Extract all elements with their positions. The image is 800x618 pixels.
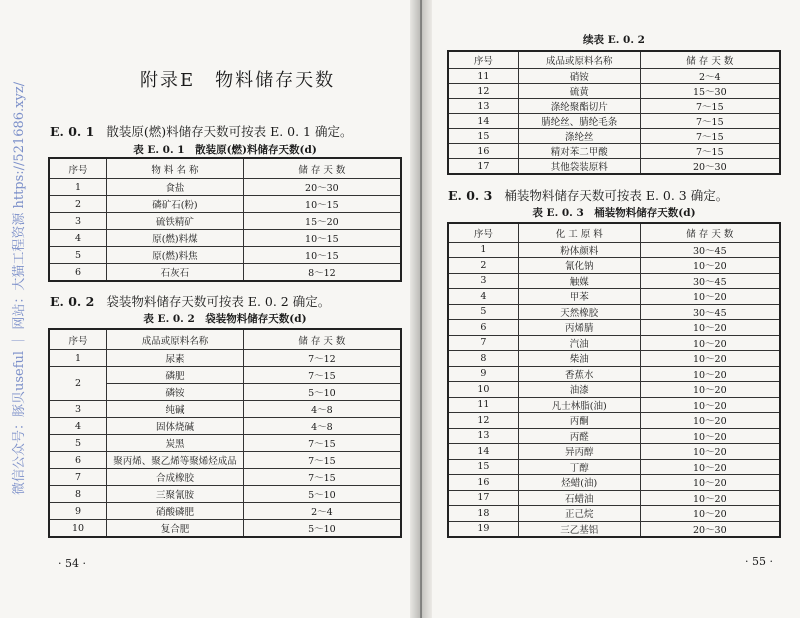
material-name: 食盐 xyxy=(107,179,244,196)
material-name: 硫铁精矿 xyxy=(107,213,244,230)
row-number: 17 xyxy=(448,159,518,175)
material-name: 腈纶丝、腈纶毛条 xyxy=(518,114,640,129)
appendix-title: 附录E 物料储存天数 xyxy=(140,70,336,91)
page-number-right: · 55 · xyxy=(745,555,773,568)
material-name: 聚丙烯、聚乙烯等聚烯烃成品 xyxy=(107,452,244,469)
storage-days: 5～10 xyxy=(243,520,401,538)
storage-days: 10～20 xyxy=(640,475,780,491)
material-name: 涤纶丝 xyxy=(518,129,640,144)
material-name: 炭黑 xyxy=(107,435,244,452)
table-row xyxy=(49,264,401,282)
material-name: 三聚氰胺 xyxy=(107,486,244,503)
table-row xyxy=(49,503,401,520)
table-caption-e03: 表 E. 0. 3 桶装物料储存天数(d) xyxy=(532,207,696,219)
column-header: 序号 xyxy=(448,223,518,242)
storage-days: 10～20 xyxy=(640,490,780,506)
column-header: 储 存 天 数 xyxy=(640,223,780,242)
column-header: 序号 xyxy=(49,329,107,350)
storage-days: 30～45 xyxy=(640,242,780,258)
table-row xyxy=(49,486,401,503)
table-caption-e02-continued: 续表 E. 0. 2 xyxy=(583,34,645,46)
row-number: 2 xyxy=(49,196,107,213)
material-name: 复合肥 xyxy=(107,520,244,538)
table-e03 xyxy=(447,222,781,538)
storage-days: 20～30 xyxy=(640,159,780,175)
row-number: 9 xyxy=(448,366,518,382)
book-gutter xyxy=(410,0,432,618)
row-number: 14 xyxy=(448,444,518,460)
storage-days: 4～8 xyxy=(243,418,401,435)
table-row xyxy=(49,520,401,538)
table-row xyxy=(448,366,780,382)
table-row xyxy=(448,129,780,144)
row-number: 12 xyxy=(448,413,518,429)
row-number: 15 xyxy=(448,129,518,144)
table-row xyxy=(448,397,780,413)
row-number: 19 xyxy=(448,521,518,537)
material-name: 烃蜡(油) xyxy=(518,475,640,491)
column-header: 成品或原料名称 xyxy=(107,329,244,350)
material-name: 正己烷 xyxy=(518,506,640,522)
storage-days: 20～30 xyxy=(640,521,780,537)
row-number: 5 xyxy=(49,435,107,452)
table-caption-e02: 表 E. 0. 2 袋装物料储存天数(d) xyxy=(143,313,307,325)
table-row xyxy=(448,273,780,289)
table-row xyxy=(49,350,401,367)
storage-days: 15～20 xyxy=(243,213,401,230)
row-number: 1 xyxy=(448,242,518,258)
table-row xyxy=(448,144,780,159)
material-name: 天然橡胶 xyxy=(518,304,640,320)
table-row xyxy=(49,435,401,452)
row-number: 12 xyxy=(448,84,518,99)
row-number: 6 xyxy=(448,320,518,336)
table-e01 xyxy=(48,157,402,282)
material-name: 硝酸磷肥 xyxy=(107,503,244,520)
storage-days: 7～15 xyxy=(243,469,401,486)
row-number: 10 xyxy=(448,382,518,398)
material-name: 凡士林脂(油) xyxy=(518,397,640,413)
row-number: 3 xyxy=(448,273,518,289)
row-number: 10 xyxy=(49,520,107,538)
row-number: 4 xyxy=(49,230,107,247)
table-row xyxy=(448,444,780,460)
column-header: 储 存 天 数 xyxy=(243,158,401,179)
material-name: 粉体颜料 xyxy=(518,242,640,258)
clause-text: 散装原(燃)料储存天数可按表 E. 0. 1 确定。 xyxy=(106,124,353,139)
row-number: 3 xyxy=(49,213,107,230)
material-name: 硫黄 xyxy=(518,84,640,99)
material-name: 三乙基铝 xyxy=(518,521,640,537)
row-number: 8 xyxy=(448,351,518,367)
table-row xyxy=(49,367,401,384)
storage-days: 15～30 xyxy=(640,84,780,99)
table-row xyxy=(448,320,780,336)
material-name: 固体烧碱 xyxy=(107,418,244,435)
material-name: 原(燃)料焦 xyxy=(107,247,244,264)
storage-days: 10～20 xyxy=(640,459,780,475)
storage-days: 10～20 xyxy=(640,413,780,429)
storage-days: 20～30 xyxy=(243,179,401,196)
storage-days: 10～20 xyxy=(640,366,780,382)
row-number: 11 xyxy=(448,397,518,413)
storage-days: 10～20 xyxy=(640,428,780,444)
table-header-row xyxy=(448,51,780,69)
material-name: 丁醇 xyxy=(518,459,640,475)
row-number: 4 xyxy=(448,289,518,305)
clause-e03 xyxy=(448,186,728,204)
material-name: 磷矿石(粉) xyxy=(107,196,244,213)
storage-days: 10～20 xyxy=(640,506,780,522)
clause-text: 袋装物料储存天数可按表 E. 0. 2 确定。 xyxy=(106,294,331,309)
material-name: 精对苯二甲酸 xyxy=(518,144,640,159)
row-number: 6 xyxy=(49,452,107,469)
table-row xyxy=(49,469,401,486)
table-row xyxy=(49,401,401,418)
material-name: 尿素 xyxy=(107,350,244,367)
storage-days: 5～10 xyxy=(243,486,401,503)
storage-days: 2～4 xyxy=(243,503,401,520)
table-row xyxy=(448,99,780,114)
clause-e01 xyxy=(50,122,352,140)
material-name: 丙醛 xyxy=(518,428,640,444)
material-name: 磷铵 xyxy=(107,384,244,401)
storage-days: 10～15 xyxy=(243,230,401,247)
row-number: 3 xyxy=(49,401,107,418)
material-name: 合成橡胶 xyxy=(107,469,244,486)
material-name: 石灰石 xyxy=(107,264,244,282)
table-row xyxy=(49,196,401,213)
storage-days: 10～20 xyxy=(640,444,780,460)
material-name: 磷肥 xyxy=(107,367,244,384)
row-number: 11 xyxy=(448,69,518,84)
row-number: 2 xyxy=(49,367,107,401)
material-name: 丙酮 xyxy=(518,413,640,429)
storage-days: 10～20 xyxy=(640,382,780,398)
page-number-left: · 54 · xyxy=(58,557,86,570)
table-caption-e01: 表 E. 0. 1 散装原(燃)料储存天数(d) xyxy=(133,144,317,156)
row-number: 15 xyxy=(448,459,518,475)
material-name: 汽油 xyxy=(518,335,640,351)
storage-days: 10～20 xyxy=(640,351,780,367)
material-name: 触媒 xyxy=(518,273,640,289)
table-row xyxy=(448,490,780,506)
table-row xyxy=(448,289,780,305)
material-name: 丙烯腈 xyxy=(518,320,640,336)
material-name: 氰化钠 xyxy=(518,258,640,274)
table-row xyxy=(49,418,401,435)
storage-days: 8～12 xyxy=(243,264,401,282)
row-number: 9 xyxy=(49,503,107,520)
storage-days: 10～20 xyxy=(640,397,780,413)
watermark-text: 微信公众号：豚贝useful ｜ 网站：大猫工程资源 https://521686.xyz/ xyxy=(12,81,27,495)
row-number: 5 xyxy=(448,304,518,320)
storage-days: 10～20 xyxy=(640,289,780,305)
column-header: 化 工 原 料 xyxy=(518,223,640,242)
table-header-row xyxy=(49,158,401,179)
material-name: 涤纶聚酯切片 xyxy=(518,99,640,114)
clause-e02 xyxy=(50,292,330,310)
row-number: 1 xyxy=(49,350,107,367)
table-row xyxy=(448,351,780,367)
material-name: 石蜡油 xyxy=(518,490,640,506)
table-row xyxy=(448,475,780,491)
clause-number: E. 0. 2 xyxy=(50,294,95,309)
storage-days: 7～15 xyxy=(640,129,780,144)
material-name: 异丙醇 xyxy=(518,444,640,460)
row-number: 1 xyxy=(49,179,107,196)
material-name: 原(燃)料煤 xyxy=(107,230,244,247)
column-header: 成品或原料名称 xyxy=(518,51,640,69)
column-header: 储 存 天 数 xyxy=(640,51,780,69)
table-row xyxy=(49,213,401,230)
clause-number: E. 0. 3 xyxy=(448,188,493,203)
row-number: 14 xyxy=(448,114,518,129)
table-row xyxy=(448,428,780,444)
column-header: 序号 xyxy=(448,51,518,69)
storage-days: 7～15 xyxy=(640,144,780,159)
storage-days: 7～15 xyxy=(243,452,401,469)
row-number: 16 xyxy=(448,144,518,159)
storage-days: 4～8 xyxy=(243,401,401,418)
row-number: 17 xyxy=(448,490,518,506)
material-name: 油漆 xyxy=(518,382,640,398)
storage-days: 10～20 xyxy=(640,335,780,351)
row-number: 8 xyxy=(49,486,107,503)
table-e02-continued xyxy=(447,50,781,175)
table-header-row xyxy=(448,223,780,242)
row-number: 13 xyxy=(448,428,518,444)
clause-number: E. 0. 1 xyxy=(50,124,95,139)
table-row xyxy=(448,506,780,522)
table-row xyxy=(448,84,780,99)
storage-days: 5～10 xyxy=(243,384,401,401)
table-row xyxy=(448,459,780,475)
table-row xyxy=(448,382,780,398)
table-row xyxy=(49,179,401,196)
material-name: 硝铵 xyxy=(518,69,640,84)
row-number: 18 xyxy=(448,506,518,522)
row-number: 7 xyxy=(49,469,107,486)
material-name: 甲苯 xyxy=(518,289,640,305)
table-row xyxy=(448,159,780,175)
column-header: 序号 xyxy=(49,158,107,179)
table-row xyxy=(448,304,780,320)
material-name: 纯碱 xyxy=(107,401,244,418)
material-name: 柴油 xyxy=(518,351,640,367)
column-header: 物 料 名 称 xyxy=(107,158,244,179)
storage-days: 7～15 xyxy=(243,367,401,384)
storage-days: 10～15 xyxy=(243,247,401,264)
table-row xyxy=(448,258,780,274)
table-row xyxy=(49,452,401,469)
storage-days: 7～15 xyxy=(640,99,780,114)
table-header-row xyxy=(49,329,401,350)
table-row xyxy=(448,242,780,258)
table-e02 xyxy=(48,328,402,538)
table-row xyxy=(448,413,780,429)
row-number: 6 xyxy=(49,264,107,282)
table-row xyxy=(448,114,780,129)
column-header: 储 存 天 数 xyxy=(243,329,401,350)
row-number: 2 xyxy=(448,258,518,274)
table-row xyxy=(49,247,401,264)
table-row xyxy=(448,335,780,351)
storage-days: 7～12 xyxy=(243,350,401,367)
clause-text: 桶装物料储存天数可按表 E. 0. 3 确定。 xyxy=(504,188,729,203)
storage-days: 7～15 xyxy=(640,114,780,129)
table-row xyxy=(49,230,401,247)
storage-days: 7～15 xyxy=(243,435,401,452)
storage-days: 10～15 xyxy=(243,196,401,213)
storage-days: 30～45 xyxy=(640,273,780,289)
table-row xyxy=(448,69,780,84)
row-number: 4 xyxy=(49,418,107,435)
storage-days: 10～20 xyxy=(640,320,780,336)
storage-days: 2～4 xyxy=(640,69,780,84)
material-name: 香蕉水 xyxy=(518,366,640,382)
row-number: 5 xyxy=(49,247,107,264)
material-name: 其他袋装原料 xyxy=(518,159,640,175)
row-number: 7 xyxy=(448,335,518,351)
storage-days: 10～20 xyxy=(640,258,780,274)
table-row xyxy=(448,521,780,537)
row-number: 13 xyxy=(448,99,518,114)
row-number: 16 xyxy=(448,475,518,491)
storage-days: 30～45 xyxy=(640,304,780,320)
